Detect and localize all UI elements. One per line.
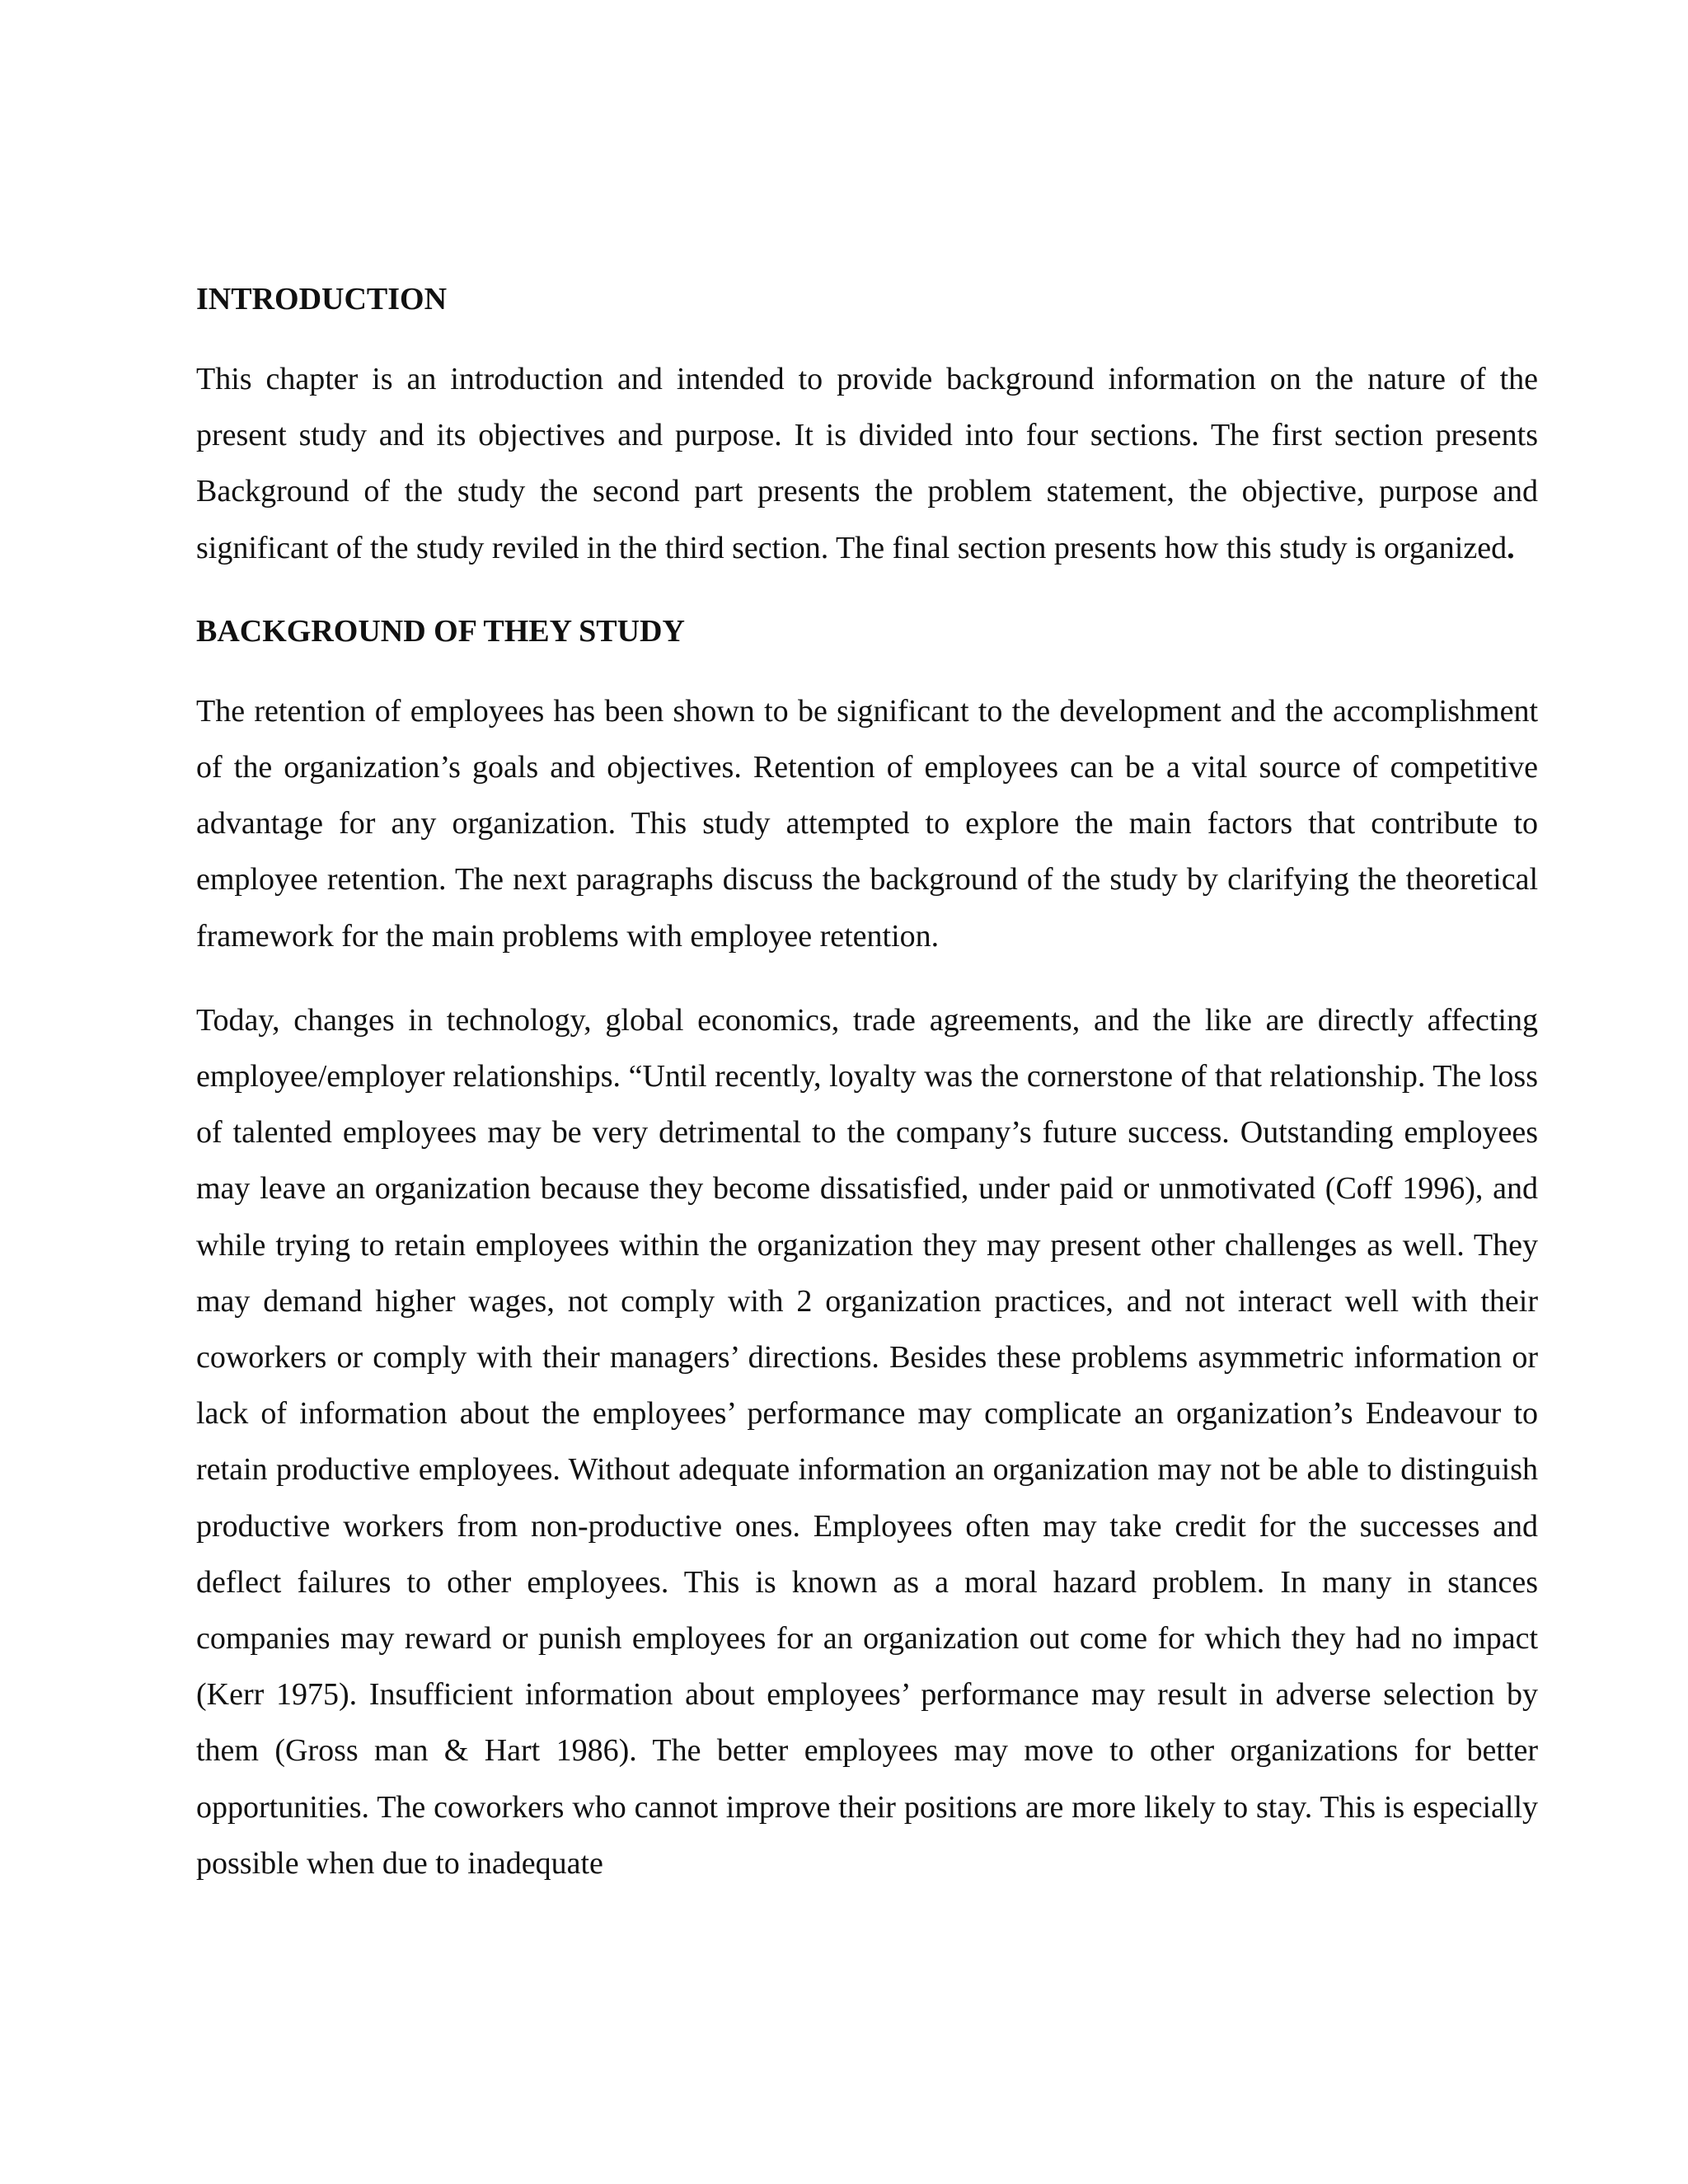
introduction-paragraph: [196, 351, 1538, 576]
section-heading-introduction: INTRODUCTION: [196, 282, 448, 316]
page-content: [196, 272, 1538, 1919]
background-paragraph-2: Today, changes in technology, global economics, trade agreements, and the like are directly affecting employee/employer relationships. “Until recently, loyalty was the cornerstone of that relationship. The loss of talented employees may be very detrimental to the company’s future success. Outstanding employees may leave an organization because they become dissatisfied, under paid or unmotivated (Coff 1996), and while trying to retain employees within the organization they may present other challenges as well. They may demand higher wages, not comply with 2 organization practices, and not interact well with their coworkers or comply with their managers’ directions. Besides these problems asymmetric information or lack of information about the employees’ performance may complicate an organization’s Endeavour to retain productive employees. Without adequate information an organization may not be able to distinguish productive workers from non-productive ones. Employees often may take credit for the successes and deflect failures to other employees. This is known as a moral hazard problem. In many in stances companies may reward or punish employees for an organization out come for which they had no impact (Kerr 1975). Insufficient information about employees’ performance may result in adverse selection by them (Gross man & Hart 1986). The better employees may move to other organizations for better opportunities. The coworkers who cannot improve their positions are more likely to stay. This is especially possible when due to inadequate: [196, 1002, 1538, 1881]
introduction-final-period: .: [1507, 530, 1515, 565]
introduction-paragraph-text: This chapter is an introduction and intended to provide background information on the nature of the present study and its objectives and purpose. It is divided into four sections. The first section presents Background of the study the second part presents the problem statement, the objective, purpose and significant of the study reviled in the third section. The final section presents how this study is organized: [196, 362, 1538, 565]
background-paragraph-1: The retention of employees has been shown to be significant to the development and the accomplishment of the organization’s goals and objectives. Retention of employees can be a vital source of competitive advantage for any organization. This study attempted to explore the main factors that contribute to employee retention. The next paragraphs discuss the background of the study by clarifying the theoretical framework for the main problems with employee retention.: [196, 693, 1538, 954]
section-heading-background: BACKGROUND OF THEY STUDY: [196, 613, 685, 649]
